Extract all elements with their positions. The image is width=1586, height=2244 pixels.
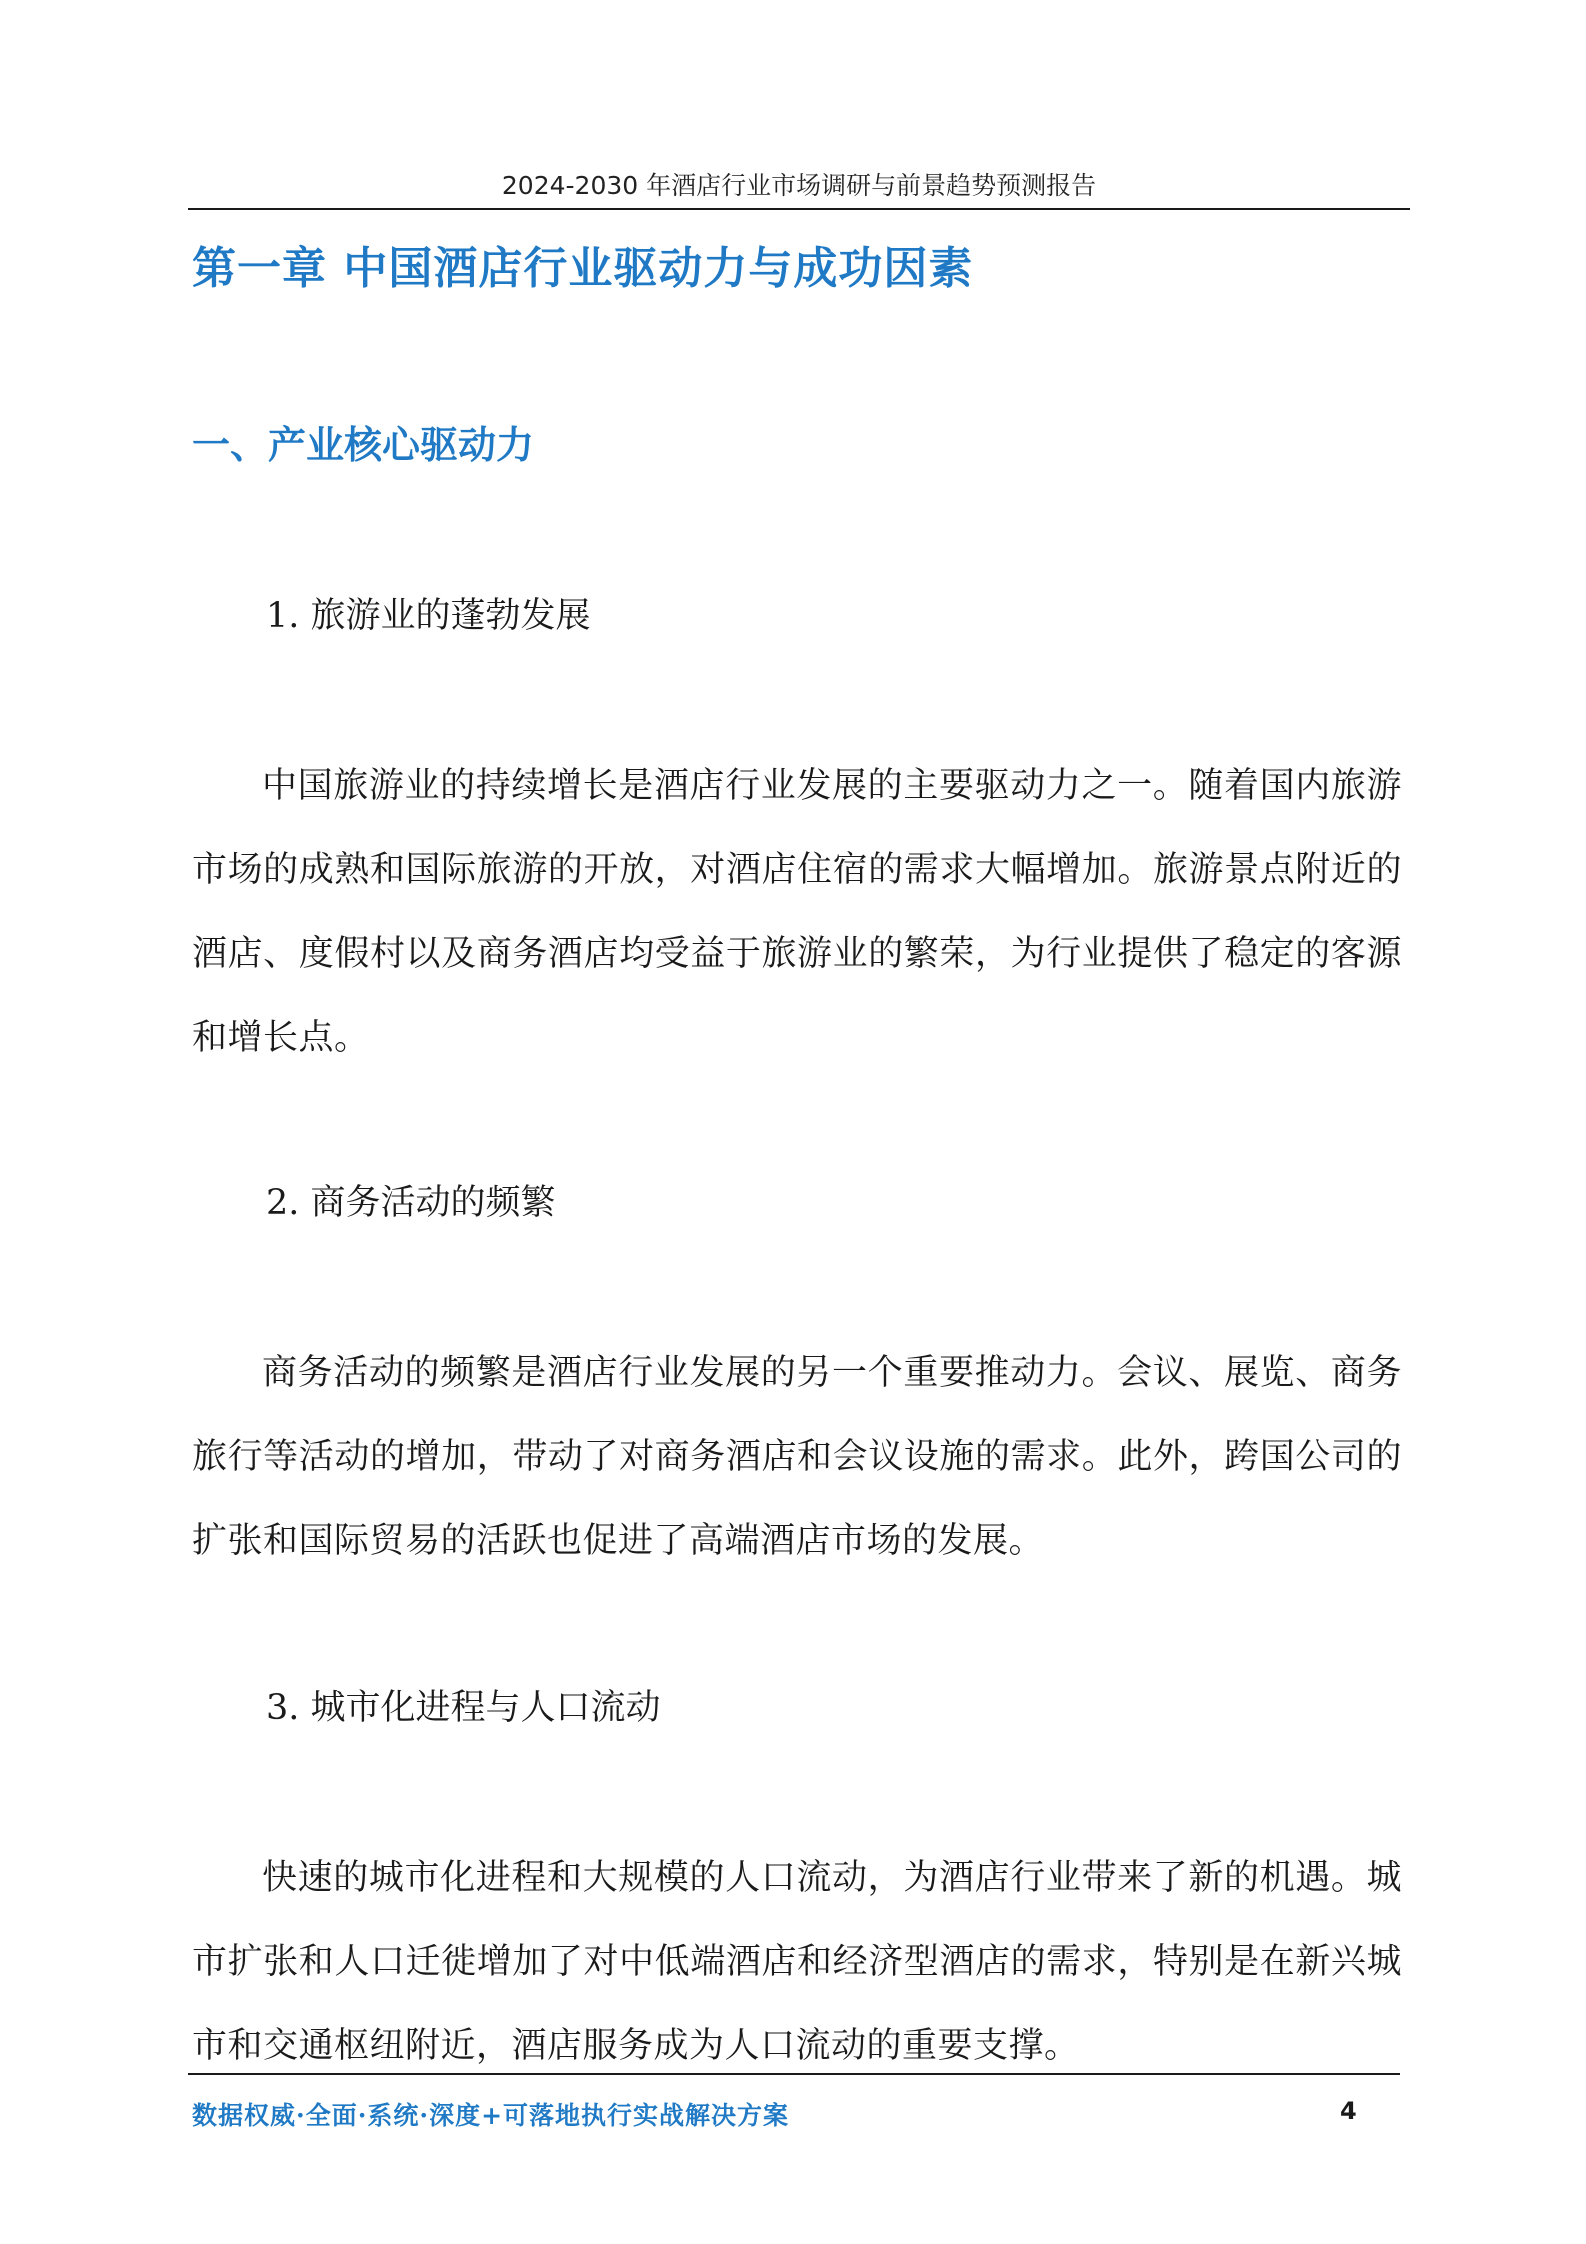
header-divider xyxy=(188,208,1410,210)
paragraph-tourism: 中国旅游业的持续增长是酒店行业发展的主要驱动力之一。随着国内旅游市场的成熟和国际旅游的开放，对酒店住宿的需求大幅增加。旅游景点附近的酒店、度假村以及商务酒店均受益于旅游业的繁荣，为行业提供了稳定的客源和增长点。 xyxy=(192,766,1402,1058)
paragraph-business: 商务活动的频繁是酒店行业发展的另一个重要推动力。会议、展览、商务旅行等活动的增加，带动了对商务酒店和会议设施的需求。此外，跨国公司的扩张和国际贸易的活跃也促进了高端酒店市场的发展。 xyxy=(192,1353,1402,1561)
subheading-business: 2. 商务活动的频繁 xyxy=(266,1183,556,1223)
report-header-title: 2024-2030 年酒店行业市场调研与前景趋势预测报告 xyxy=(501,171,1097,200)
subheading-tourism: 1. 旅游业的蓬勃发展 xyxy=(266,596,591,636)
chapter-title: 第一章 中国酒店行业驱动力与成功因素 xyxy=(192,243,974,294)
footer-slogan: 数据权威·全面·系统·深度+可落地执行实战解决方案 xyxy=(192,2101,790,2130)
footer-divider xyxy=(188,2073,1400,2075)
subheading-urbanization: 3. 城市化进程与人口流动 xyxy=(266,1688,661,1728)
page-number: 4 xyxy=(1340,2097,1357,2125)
section-title: 一、产业核心驱动力 xyxy=(192,423,535,467)
paragraph-urbanization: 快速的城市化进程和大规模的人口流动，为酒店行业带来了新的机遇。城市扩张和人口迁徙增加了对中低端酒店和经济型酒店的需求，特别是在新兴城市和交通枢纽附近，酒店服务成为人口流动的重要支撑。 xyxy=(192,1858,1402,2066)
